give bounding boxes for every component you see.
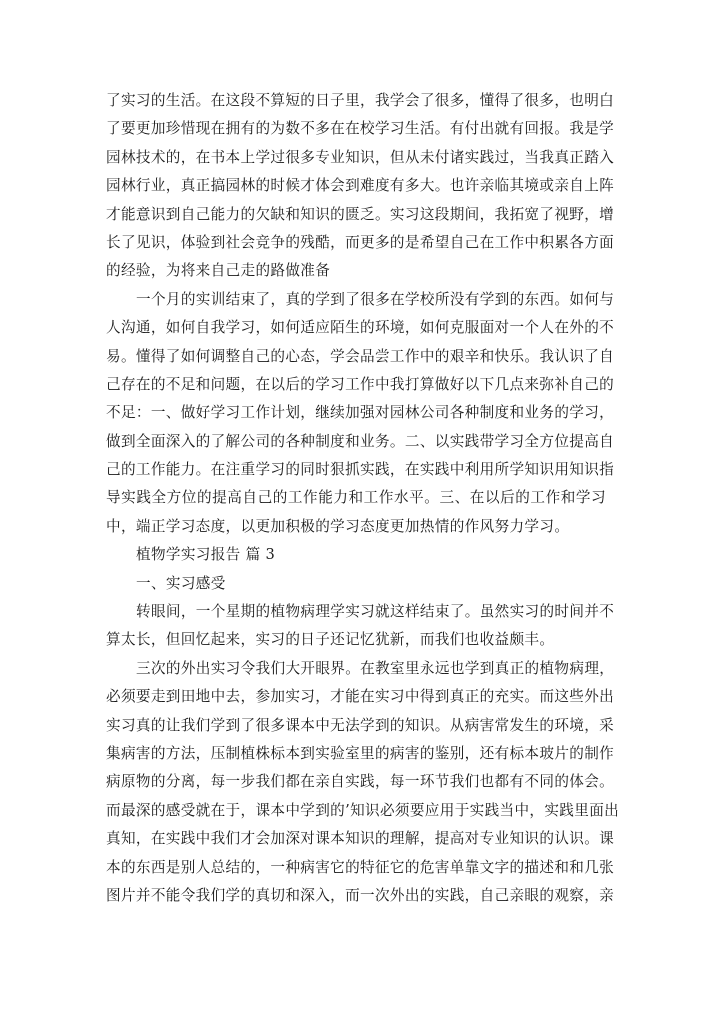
text-line: 人沟通，如何自我学习，如何适应陌生的环境，如何克服面对一个人在外的不 [106,319,615,337]
text-line: 导实践全方位的提高自己的工作能力和工作水平。三、在以后的工作和学习 [106,489,606,507]
text-line: 易。懂得了如何调整自己的心态，学会品尝工作中的艰辛和快乐。我认识了自 [106,347,615,365]
text-line: 真知，在实践中我们才会加深对课本知识的理解，提高对专业知识的认识。课 [106,830,615,848]
text-line: 园林行业，真正搞园林的时候才体会到难度有多大。也许亲临其境或亲自上阵 [106,177,615,195]
text-line: 做到全面深入的了解公司的各种制度和业务。二、以实践带学习全方位提高自 [106,432,615,450]
text-line: 集病害的方法，压制植株标本到实验室里的病害的鉴别，还有标本玻片的制作 [106,744,615,762]
text-line: 算太长，但回忆起来，实习的日子还记忆犹新，而我们也收益颇丰。 [106,631,555,649]
text-line: 病原物的分离，每一步我们都在亲自实践，每一环节我们也都有不同的体会。 [106,773,615,791]
text-line: 必须要走到田地中去，参加实习，才能在实习中得到真正的充实。而这些外出 [106,688,615,706]
text-line: 一、实习感受 [136,574,226,592]
text-line: 一个月的实训结束了，真的学到了很多在学校所没有学到的东西。如何与 [136,290,615,308]
document-page [106,87,620,910]
text-line: 的经验，为将来自己走的路做准备 [106,262,331,280]
text-line: 了要更加珍惜现在拥有的为数不多在在校学习生活。有付出就有回报。我是学 [106,120,615,138]
text-line: 而最深的感受就在于，课本中学到的’知识必须要应用于实践当中，实践里面出 [106,801,620,819]
text-line: 了实习的生活。在这段不算短的日子里，我学会了很多，懂得了很多，也明白 [106,92,615,109]
text-line: 转眼间，一个星期的植物病理学实习就这样结束了。虽然实习的时间并不 [136,603,615,621]
text-line: 实习真的让我们学到了很多课本中无法学到的知识。从病害常发生的环境，采 [106,716,615,734]
text-line: 植物学实习报告 篇 3 [136,546,276,564]
text-line: 三次的外出实习令我们大开眼界。在教室里永远也学到真正的植物病理， [136,659,615,677]
text-line: 不足：一、做好学习工作计划，继续加强对园林公司各种制度和业务的学习， [106,404,615,422]
text-line: 长了见识，体验到社会竞争的残酷，而更多的是希望自己在工作中积累各方面 [106,233,615,251]
text-line: 本的东西是别人总结的，一种病害它的特征它的危害单靠文字的描述和和几张 [106,858,615,876]
text-line: 园林技术的，在书本上学过很多专业知识，但从未付诸实践过，当我真正踏入 [106,148,615,166]
text-line: 中，端正学习态度，以更加积极的学习态度更加热情的作风努力学习。 [106,517,570,535]
text-line: 己存在的不足和问题，在以后的学习工作中我打算做好以下几点来弥补自己的 [106,375,615,393]
text-line: 才能意识到自己能力的欠缺和知识的匮乏。实习这段期间，我拓宽了视野，增 [106,205,615,223]
text-line: 图片并不能令我们学的真切和深入，而一次外出的实践，自己亲眼的观察，亲 [106,886,615,904]
text-line: 己的工作能力。在注重学习的同时狠抓实践，在实践中利用所学知识用知识指 [106,461,615,479]
